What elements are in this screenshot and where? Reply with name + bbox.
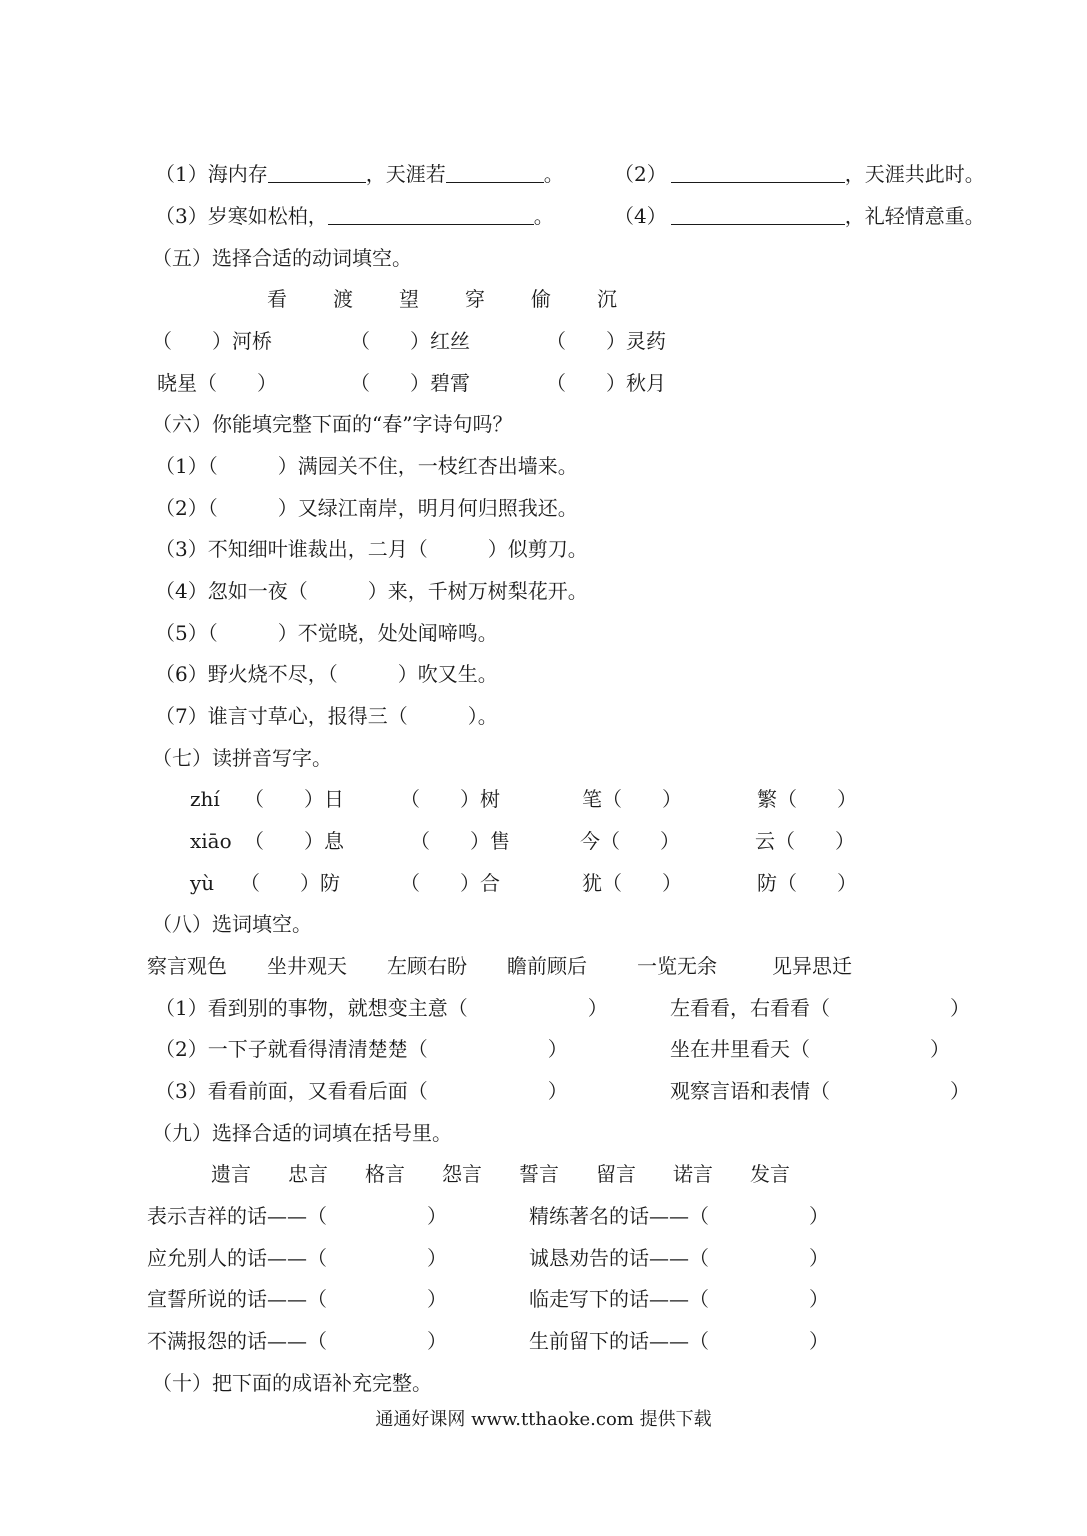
section6-item-2[interactable]: （2）（ ）又绿江南岸，明月何归照我还。 xyxy=(155,496,578,520)
section5-row2-item1[interactable]: 晓星（ ） xyxy=(157,371,277,395)
section7-row1-d[interactable]: 繁（ ） xyxy=(757,787,857,811)
section9-row2-left[interactable]: 应允别人的话——（ ） xyxy=(147,1246,447,1270)
section5-option-1: 看 xyxy=(267,287,287,311)
section5-option-4: 穿 xyxy=(465,287,485,311)
section7-row1-b[interactable]: （ ）树 xyxy=(400,787,500,811)
poem-q1-blank-2[interactable] xyxy=(446,162,544,183)
poem-q2-text-a: （2） xyxy=(614,162,667,186)
section9-option-4: 怨言 xyxy=(442,1162,482,1186)
section9-row4-right[interactable]: 生前留下的话——（ ） xyxy=(529,1329,829,1353)
section7-row1-c[interactable]: 笔（ ） xyxy=(582,787,682,811)
section8-row3-left[interactable]: （3）看看前面，又看看后面（ ） xyxy=(155,1079,568,1103)
section5-option-6: 沉 xyxy=(597,287,617,311)
section7-row2-a[interactable]: （ ）息 xyxy=(244,829,344,853)
section7-row2-c[interactable]: 今（ ） xyxy=(580,829,680,853)
poem-q1-text-c: 。 xyxy=(543,162,564,186)
section6-item-4[interactable]: （4）忽如一夜（ ）来，千树万树梨花开。 xyxy=(155,579,588,603)
poem-q3 xyxy=(155,203,554,229)
section8-option-4: 瞻前顾后 xyxy=(507,954,587,978)
section7-row3-d[interactable]: 防（ ） xyxy=(757,871,857,895)
section7-row1-pinyin: zhí xyxy=(190,787,220,811)
poem-q2 xyxy=(614,161,985,187)
poem-q4 xyxy=(614,203,985,229)
section8-row3-right[interactable]: 观察言语和表情（ ） xyxy=(670,1079,970,1103)
section8-row1-right[interactable]: 左看看，右看看（ ） xyxy=(670,996,970,1020)
section6-item-6[interactable]: （6）野火烧不尽，（ ）吹又生。 xyxy=(155,662,498,686)
poem-q4-blank[interactable] xyxy=(671,204,845,225)
section9-option-5: 誓言 xyxy=(519,1162,559,1186)
section8-row1-left[interactable]: （1）看到别的事物，就想变主意（ ） xyxy=(155,996,608,1020)
poem-q1-blank-1[interactable] xyxy=(268,162,366,183)
section5-row2-item2[interactable]: （ ）碧霄 xyxy=(350,371,470,395)
section7-title: （七）读拼音写字。 xyxy=(152,746,332,770)
poem-q1-text-a: （1）海内存 xyxy=(155,162,268,186)
poem-q2-text-b: ，天涯共此时。 xyxy=(844,162,985,186)
poem-q1 xyxy=(155,161,564,187)
section5-row1-item1[interactable]: （ ）河桥 xyxy=(152,329,272,353)
poem-q3-text-b: 。 xyxy=(533,204,554,228)
poem-q1-text-b: ，天涯若 xyxy=(365,162,446,186)
section9-title: （九）选择合适的词填在括号里。 xyxy=(152,1121,452,1145)
page-footer: 通通好课网 www.tthaoke.com 提供下载 xyxy=(375,1409,712,1430)
section9-row3-right[interactable]: 临走写下的话——（ ） xyxy=(529,1287,829,1311)
section9-option-2: 忠言 xyxy=(288,1162,328,1186)
poem-q3-blank[interactable] xyxy=(328,204,534,225)
section7-row2-d[interactable]: 云（ ） xyxy=(755,829,855,853)
section9-option-6: 留言 xyxy=(596,1162,636,1186)
section8-option-1: 察言观色 xyxy=(147,954,227,978)
section6-title: （六）你能填完整下面的“春”字诗句吗？ xyxy=(152,412,513,436)
section8-option-3: 左顾右盼 xyxy=(387,954,467,978)
section5-row1-item2[interactable]: （ ）红丝 xyxy=(350,329,470,353)
poem-q4-text-b: ，礼轻情意重。 xyxy=(844,204,985,228)
section6-item-5[interactable]: （5）（ ）不觉晓，处处闻啼鸣。 xyxy=(155,621,498,645)
section7-row3-c[interactable]: 犹（ ） xyxy=(582,871,682,895)
section9-row1-left[interactable]: 表示吉祥的话——（ ） xyxy=(147,1204,447,1228)
section5-option-5: 偷 xyxy=(531,287,551,311)
section8-row2-left[interactable]: （2）一下子就看得清清楚楚（ ） xyxy=(155,1037,568,1061)
poem-q3-text-a: （3）岁寒如松柏， xyxy=(155,204,328,228)
section5-row1-item3[interactable]: （ ）灵药 xyxy=(546,329,666,353)
section7-row3-pinyin: yù xyxy=(190,871,215,895)
section9-row1-right[interactable]: 精练著名的话——（ ） xyxy=(529,1204,829,1228)
section8-title: （八）选词填空。 xyxy=(152,912,312,936)
section7-row3-b[interactable]: （ ）合 xyxy=(400,871,500,895)
section5-option-2: 渡 xyxy=(333,287,353,311)
section7-row1-a[interactable]: （ ）日 xyxy=(244,787,344,811)
section8-row2-right[interactable]: 坐在井里看天（ ） xyxy=(670,1037,950,1061)
section9-row4-left[interactable]: 不满报怨的话——（ ） xyxy=(147,1329,447,1353)
section9-option-3: 格言 xyxy=(365,1162,405,1186)
section8-option-2: 坐井观天 xyxy=(267,954,347,978)
section8-option-5: 一览无余 xyxy=(637,954,717,978)
section6-item-1[interactable]: （1）（ ）满园关不住，一枝红杏出墙来。 xyxy=(155,454,578,478)
section5-title: （五）选择合适的动词填空。 xyxy=(152,246,412,270)
section9-option-7: 诺言 xyxy=(673,1162,713,1186)
section7-row2-b[interactable]: （ ）售 xyxy=(410,829,510,853)
section6-item-3[interactable]: （3）不知细叶谁裁出，二月（ ）似剪刀。 xyxy=(155,537,588,561)
section9-row2-right[interactable]: 诚恳劝告的话——（ ） xyxy=(529,1246,829,1270)
section5-option-3: 望 xyxy=(399,287,419,311)
section5-row2-item3[interactable]: （ ）秋月 xyxy=(546,371,666,395)
section10-title: （十）把下面的成语补充完整。 xyxy=(152,1371,432,1395)
section6-item-7[interactable]: （7）谁言寸草心，报得三（ ）。 xyxy=(155,704,498,728)
section9-option-1: 遗言 xyxy=(211,1162,251,1186)
section9-row3-left[interactable]: 宣誓所说的话——（ ） xyxy=(147,1287,447,1311)
section7-row2-pinyin: xiāo xyxy=(190,829,232,853)
section8-option-6: 见异思迁 xyxy=(772,954,852,978)
poem-q2-blank[interactable] xyxy=(671,162,845,183)
section9-option-8: 发言 xyxy=(750,1162,790,1186)
section7-row3-a[interactable]: （ ）防 xyxy=(240,871,340,895)
poem-q4-text-a: （4） xyxy=(614,204,667,228)
